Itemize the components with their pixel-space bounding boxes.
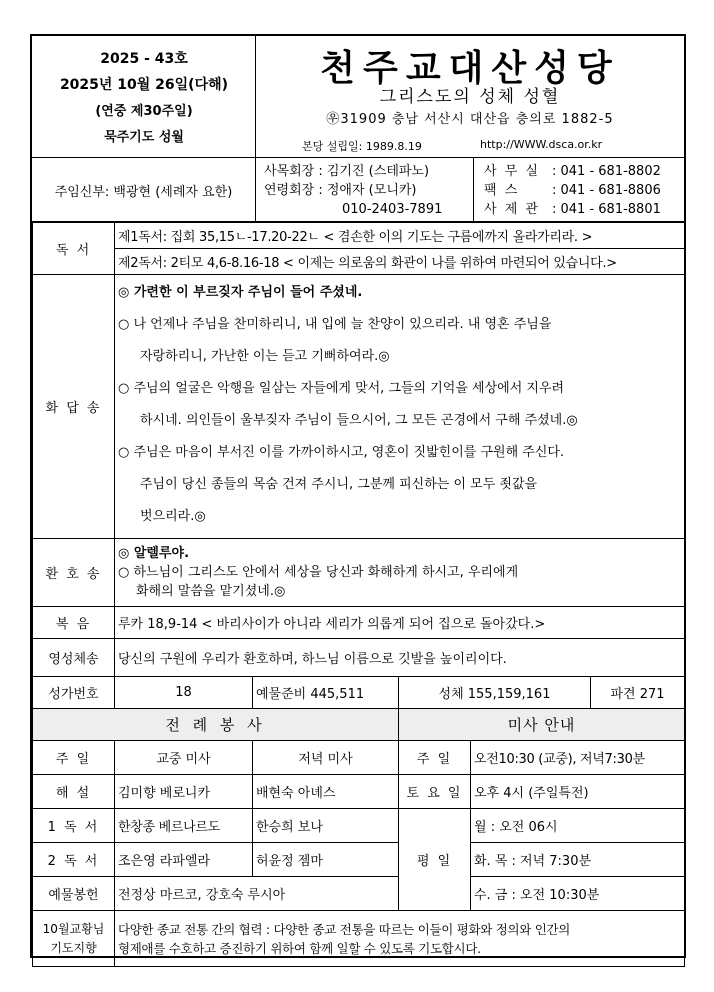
pope-intention-label xyxy=(33,911,115,967)
acclamation-verse: 화해의 말씀을 맡기셨네.◎ xyxy=(136,584,286,599)
psalm-verse: ○ 주님은 마음이 부서진 이를 가까이하시고, 영혼이 짓밟힌이를 구원해 주신다. xyxy=(118,445,565,460)
opening-hymn: 18 xyxy=(115,677,253,709)
mass-weekday-label: 평 일 xyxy=(399,809,471,911)
council-info xyxy=(256,158,474,222)
issue-info xyxy=(32,36,256,158)
pope-intention-label-line: 10월교황님 xyxy=(42,921,105,936)
mass-saturday-label: 토 요 일 xyxy=(399,775,471,809)
service-title: 전 례 봉 사 xyxy=(33,709,399,741)
communion-hymn: 성체 155,159,161 xyxy=(399,677,591,709)
service-role: 예물봉헌 xyxy=(33,877,115,911)
pastor: 주임신부: 백광현 (세례자 요한) xyxy=(32,158,256,222)
psalm-label: 화 답 송 xyxy=(33,275,115,539)
psalm-refrain: ◎ 가련한 이 부르짖자 주님이 들어 주셨네. xyxy=(118,285,363,300)
pope-intention-line: 형제애를 수호하고 증진하기 위하여 함께 일할 수 있도록 기도합시다. xyxy=(118,940,481,956)
readings-label: 독 서 xyxy=(33,223,115,275)
church-subtitle: 그리스도의 성체 성혈 xyxy=(379,87,561,107)
church-address: ㉾31909 충남 서산시 대산읍 충의로 1882-5 xyxy=(326,112,614,127)
office-phone-row xyxy=(484,162,684,181)
communion-text: 당신의 구원에 우리가 환호하며, 하느님 이름으로 깃발을 높이리이다. xyxy=(115,639,685,677)
service-header-main: 교중 미사 xyxy=(115,741,253,775)
service-evening: 한승희 보나 xyxy=(253,809,399,843)
bulletin-header xyxy=(32,36,684,158)
mass-weekday-time: 수. 금 : 오전 10:30분 xyxy=(471,877,685,911)
office-number: : 041 - 681-8802 xyxy=(552,164,661,179)
pope-intention-label-line: 기도지향 xyxy=(50,940,97,955)
fax-phone-row xyxy=(484,181,684,200)
pope-intention-text xyxy=(115,911,685,967)
mass-weekday-time: 월 : 오전 06시 xyxy=(471,809,685,843)
service-role: 1 독 서 xyxy=(33,809,115,843)
psalm-verse: 주님이 당신 종들의 목숨 건져 주시니, 그분께 피신하는 이 모두 죗값을 xyxy=(140,477,538,492)
service-role: 2 독 서 xyxy=(33,843,115,877)
mass-weekday-time: 화. 목 : 저녁 7:30분 xyxy=(471,843,685,877)
psalm-verse: ○ 나 언제나 주님을 찬미하리니, 내 입에 늘 찬양이 있으리라. 내 영혼 주님을 xyxy=(118,317,552,332)
rectory-number: : 041 - 681-8801 xyxy=(552,202,661,217)
liturgical-week: (연중 제30주일) xyxy=(95,104,193,119)
church-url[interactable]: http://WWW.dsca.or.kr xyxy=(480,138,603,151)
service-header-evening: 저녁 미사 xyxy=(253,741,399,775)
church-name: 천주교대산성당 xyxy=(320,48,620,89)
mass-sunday-time: 오전10:30 (교중), 저녁7:30분 xyxy=(471,741,685,775)
service-evening: 배현숙 아녜스 xyxy=(253,775,399,809)
mass-saturday-time: 오후 4시 (주일특전) xyxy=(471,775,685,809)
senior-phone: 010-2403-7891 xyxy=(342,202,443,217)
psalm-verse: ○ 주님의 얼굴은 악행을 일삼는 자들에게 맞서, 그들의 기억을 세상에서 지우려 xyxy=(118,381,565,396)
senior-president: 연령회장 : 정애자 (모니카) xyxy=(264,183,417,198)
issue-date: 2025년 10월 26일(다해) xyxy=(59,77,229,93)
rectory-phone-row xyxy=(484,200,684,219)
mass-title: 미사 안내 xyxy=(399,709,685,741)
mass-sunday-label: 주 일 xyxy=(399,741,471,775)
service-evening: 허윤정 젬마 xyxy=(253,843,399,877)
service-main: 조은영 라파엘라 xyxy=(115,843,253,877)
acclamation-verse: ○ 하느님이 그리스도 안에서 세상을 당신과 화해하게 하시고, 우리에게 xyxy=(118,565,519,580)
fax-number: : 041 - 681-8806 xyxy=(552,183,661,198)
gospel-label: 복 음 xyxy=(33,607,115,639)
offertory-hymn: 예물준비 445,511 xyxy=(253,677,399,709)
prayer-month: 묵주기도 성월 xyxy=(104,130,184,145)
service-main: 전정상 마르코, 강호숙 루시아 xyxy=(115,877,399,911)
first-reading: 제1독서: 집회 35,15ㄴ-17.20-22ㄴ < 겸손한 이의 기도는 구름에까지 올라가리라. > xyxy=(115,223,685,249)
closing-hymn: 파견 271 xyxy=(591,677,685,709)
psalm-verse: 자랑하리니, 가난한 이는 듣고 기뻐하여라.◎ xyxy=(140,349,390,364)
psalm-verse: 하시네. 의인들이 울부짖자 주님이 들으시어, 그 모든 곤경에서 구해 주셨네.◎ xyxy=(140,413,578,428)
second-reading: 제2독서: 2티모 4,6-8.16-18 < 이제는 의로움의 화관이 나를 위하여 마련되어 있습니다.> xyxy=(115,249,685,275)
fax-label: 팩 스 xyxy=(484,183,520,198)
issue-number: 2025 - 43호 xyxy=(100,51,188,67)
psalm-body xyxy=(115,275,685,539)
founding-date: 본당 설립일: 1989.8.19 xyxy=(302,140,422,153)
acclamation-label: 환 호 송 xyxy=(33,539,115,607)
service-main: 김미향 베로니카 xyxy=(115,775,253,809)
communion-label: 영성체송 xyxy=(33,639,115,677)
office-label: 사 무 실 xyxy=(484,164,540,179)
gospel-text: 루카 18,9-14 < 바리사이가 아니라 세리가 의롭게 되어 집으로 돌아갔다.> xyxy=(115,607,685,639)
liturgy-table xyxy=(32,222,684,967)
service-main: 한창종 베르나르도 xyxy=(115,809,253,843)
rectory-label: 사 제 관 xyxy=(484,202,540,217)
pope-intention-line: 다양한 종교 전통 간의 협력 : 다양한 종교 전통을 따르는 이들이 평화와 정의와 인간의 xyxy=(118,921,571,937)
council-president: 사목회장 : 김기진 (스테파노) xyxy=(264,164,430,179)
acclamation-body xyxy=(115,539,685,607)
bulletin-sheet xyxy=(30,34,686,958)
church-masthead xyxy=(256,36,684,158)
office-phones xyxy=(474,158,684,222)
psalm-verse: 벗으리라.◎ xyxy=(140,509,206,524)
service-header-day: 주 일 xyxy=(33,741,115,775)
service-role: 해 설 xyxy=(33,775,115,809)
acclamation-refrain: ◎ 알렐루야. xyxy=(118,546,190,561)
contact-row xyxy=(32,158,684,222)
hymn-label: 성가번호 xyxy=(33,677,115,709)
